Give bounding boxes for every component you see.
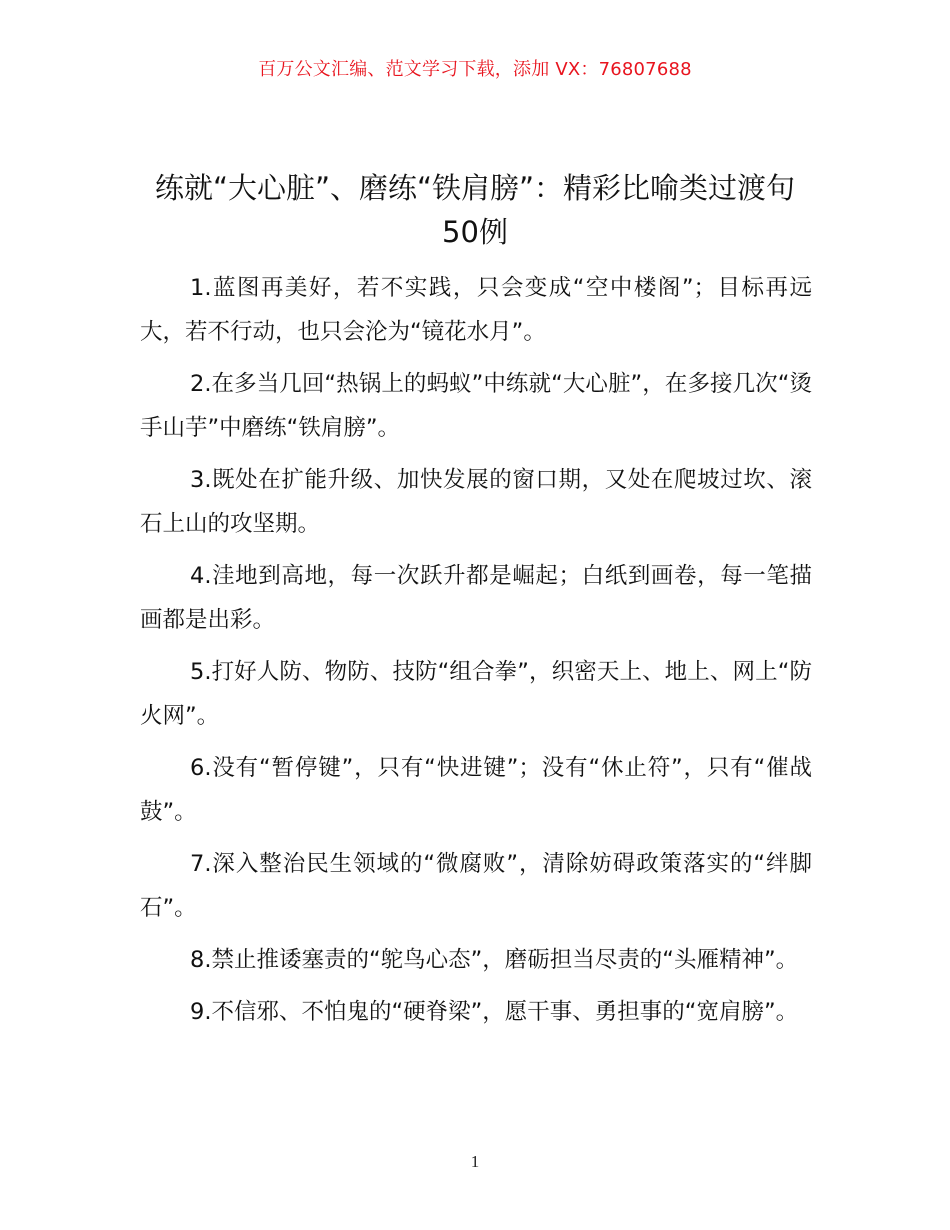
document-body <box>140 266 812 1042</box>
paragraph-2: 2.在多当几回“热锅上的蚂蚁”中练就“大心脏”，在多接几次“烫手山芋”中磨练“铁肩膀”。 <box>140 371 812 441</box>
paragraph-1: 1.蓝图再美好，若不实践，只会变成“空中楼阁”；目标再远大，若不行动，也只会沦为“镜花水月”。 <box>140 275 812 345</box>
paragraph-4: 4.洼地到高地，每一次跃升都是崛起；白纸到画卷，每一笔描画都是出彩。 <box>140 563 812 633</box>
paragraph-3: 3.既处在扩能升级、加快发展的窗口期，又处在爬坡过坎、滚石上山的攻坚期。 <box>140 467 812 537</box>
document-title: 练就“大心脏”、磨练“铁肩膀”：精彩比喻类过渡句50例 <box>154 171 796 249</box>
paragraph-5: 5.打好人防、物防、技防“组合拳”，织密天上、地上、网上“防火网”。 <box>140 659 812 729</box>
paragraph-9: 9.不信邪、不怕鬼的“硬脊梁”，愿干事、勇担事的“宽肩膀”。 <box>190 999 799 1025</box>
paragraph-8: 8.禁止推诿塞责的“鸵鸟心态”，磨砺担当尽责的“头雁精神”。 <box>190 947 799 973</box>
paragraph-6: 6.没有“暂停键”，只有“快进键”；没有“休止符”，只有“催战鼓”。 <box>140 755 812 825</box>
watermark-header: 百万公文汇编、范文学习下载，添加 VX：76807688 <box>258 59 692 80</box>
paragraph-7: 7.深入整治民生领域的“微腐败”，清除妨碍政策落实的“绊脚石”。 <box>140 851 812 921</box>
page-number: 1 <box>470 1152 480 1171</box>
